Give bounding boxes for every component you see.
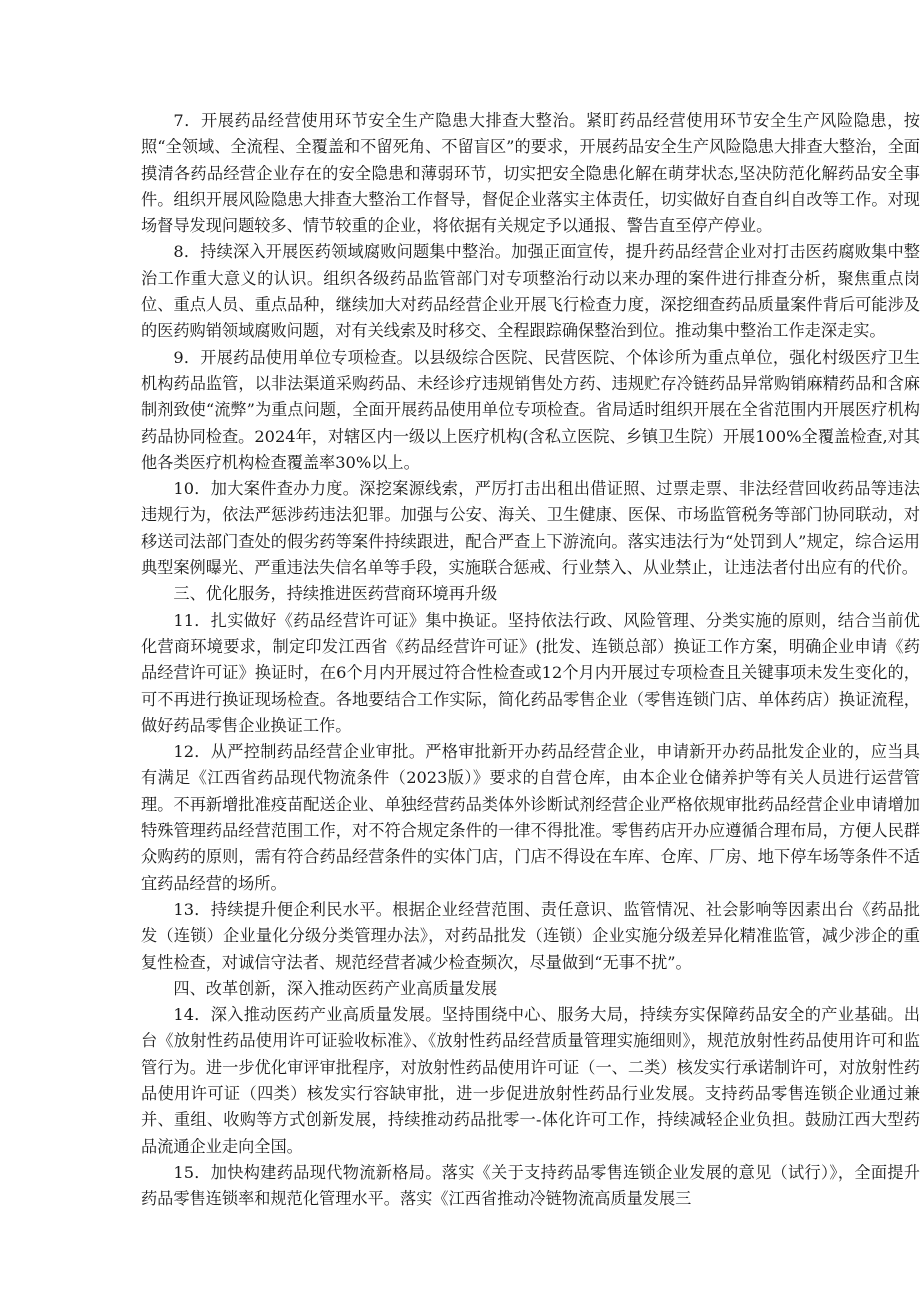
paragraph-item-7: 7．开展药品经营使用环节安全生产隐患大排查大整治。紧盯药品经营使用环节安全生产风险隐患，按照“全领域、全流程、全覆盖和不留死角、不留盲区”的要求，开展药品安全生产风险隐患大排查大整治，全面摸清各药品经营企业存在的安全隐患和薄弱环节，切实把安全隐患化解在萌芽状态,坚决防范化解药品安全事件。组织开展风险隐患大排查大整治工作督导，督促企业落实主体责任，切实做好自查自纠自改等工作。对现场督导发现问题较多、情节较重的企业，将依据有关规定予以通报、警告直至停产停业。 [141,111,920,236]
paragraph-item-8: 8．持续深入开展医药领域腐败问题集中整治。加强正面宣传，提升药品经营企业对打击医药腐败集中整治工作重大意义的认识。组织各级药品监管部门对专项整治行动以来办理的案件进行排查分析，聚焦重点岗位、重点人员、重点品种，继续加大对药品经营企业开展飞行检查力度，深挖细查药品质量案件背后可能涉及的医药购销领域腐败问题，对有关线索及时移交、全程跟踪确保整治到位。推动集中整治工作走深走实。 [141,242,920,341]
paragraph-item-14: 14．深入推动医药产业高质量发展。坚持围绕中心、服务大局，持续夯实保障药品安全的产业基础。出台《放射性药品使用许可证验收标准》、《放射性药品经营质量管理实施细则》，规范放射性药品使用许可和监管行为。进一步优化审评审批程序，对放射性药品使用许可证（一、二类）核发实行承诺制许可，对放射性药品使用许可证（四类）核发实行容缺审批，进一步促进放射性药品行业发展。支持药品零售连锁企业通过兼并、重组、收购等方式创新发展，持续推动药品批零一-体化许可工作，持续减轻企业负担。鼓励江西大型药品流通企业走向全国。 [141,1005,920,1156]
section-heading-4: 四、改革创新，深入推动医药产业高质量发展 [173,978,498,998]
paragraph-item-13: 13．持续提升便企利民水平。根据企业经营范围、责任意识、监管情况、社会影响等因素出台《药品批发（连锁）企业量化分级分类管理办法》，对药品批发（连锁）企业实施分级差异化精准监管，减少涉企的重复性检查，对诚信守法者、规范经营者减少检查频次，尽量做到“无事不扰”。 [141,899,920,972]
paragraph-item-11: 11．扎实做好《药品经营许可证》集中换证。坚持依法行政、风险管理、分类实施的原则，结合当前优化营商环境要求，制定印发江西省《药品经营许可证》(批发、连锁总部）换证工作方案，明确企业申请《药品经营许可证》换证时，在6个月内开展过符合性检查或12个月内开展过专项检查且关键事项未发生变化的，可不再进行换证现场检查。各地要结合工作实际，简化药品零售企业（零售连锁门店、单体药店）换证流程，做好药品零售企业换证工作。 [141,610,920,735]
document-body [141,108,920,1212]
paragraph-item-9: 9．开展药品使用单位专项检查。以县级综合医院、民营医院、个体诊所为重点单位，强化村级医疗卫生机构药品监管，以非法渠道采购药品、未经诊疗违规销售处方药、违规贮存冷链药品异常购销麻精药品和含麻制剂致使“流弊”为重点问题，全面开展药品使用单位专项检查。省局适时组织开展在全省范围内开展医疗机构药品协同检查。2024年，对辖区内一级以上医疗机构(含私立医院、乡镇卫生院）开展100%全覆盖检查,对其他各类医疗机构检查覆盖率30%以上。 [141,347,920,472]
section-heading-3: 三、优化服务，持续推进医药营商环境再升级 [173,584,498,604]
paragraph-item-10: 10．加大案件查办力度。深挖案源线索，严厉打击出租出借证照、过票走票、非法经营回收药品等违法违规行为，依法严惩涉药违法犯罪。加强与公安、海关、卫生健康、医保、市场监管税务等部门协同联动，对移送司法部门查处的假劣药等案件持续跟进，配合严查上下游流向。落实违法行为“处罚到人”规定，综合运用典型案例曝光、严重违法失信名单等手段，实施联合惩戒、行业禁入、从业禁止，让违法者付出应有的代价。 [141,479,920,578]
paragraph-item-12: 12．从严控制药品经营企业审批。严格审批新开办药品经营企业，申请新开办药品批发企业的，应当具有满足《江西省药品现代物流条件（2023版）》要求的自营仓库，由本企业仓储养护等有关人员进行运营管理。不再新增批准疫苗配送企业、单独经营药品类体外诊断试剂经营企业严格依规审批药品经营企业申请增加特殊管理药品经营范围工作，对不符合规定条件的一律不得批准。零售药店开办应遵循合理布局，方便人民群众购药的原则，需有符合药品经营条件的实体门店，门店不得设在车库、仓库、厂房、地下停车场等条件不适宜药品经营的场所。 [141,742,920,893]
paragraph-item-15: 15．加快构建药品现代物流新格局。落实《关于支持药品零售连锁企业发展的意见（试行）》，全面提升药品零售连锁率和规范化管理水平。落实《江西省推动冷链物流高质量发展三 [141,1162,920,1209]
